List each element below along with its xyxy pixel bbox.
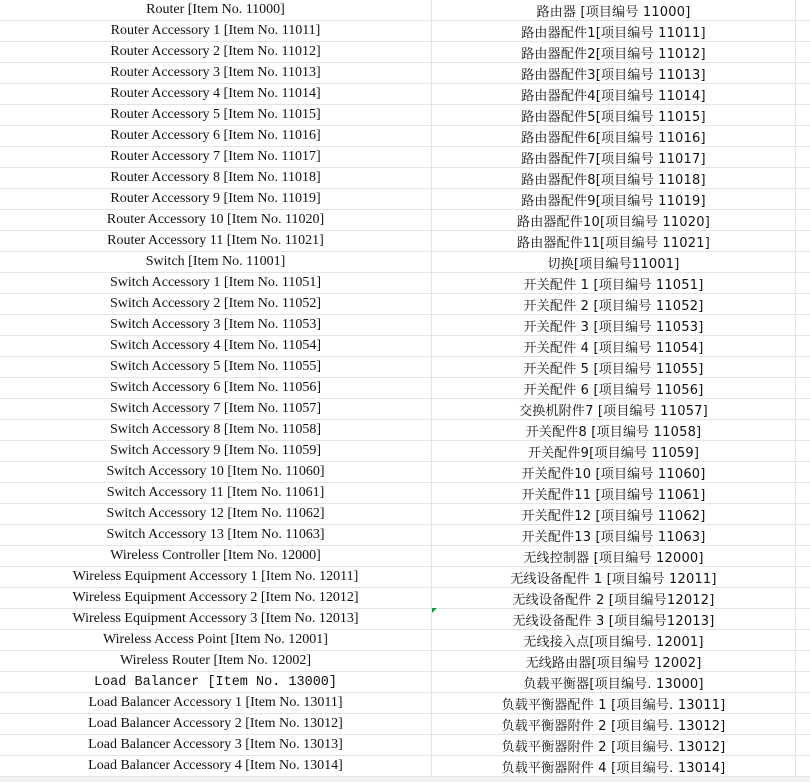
cell-chinese-name[interactable]: 开关配件 6 [项目编号 11056]: [432, 378, 796, 398]
table-row: [0, 504, 810, 525]
cell-chinese-name[interactable]: 开关配件 5 [项目编号 11055]: [432, 357, 796, 377]
table-row: [0, 399, 810, 420]
table-row: [0, 588, 810, 609]
cell-english-name[interactable]: Router Accessory 11 [Item No. 11021]: [0, 231, 432, 251]
table-row: [0, 105, 810, 126]
cell-english-name[interactable]: Switch Accessory 7 [Item No. 11057]: [0, 399, 432, 419]
cell-english-name[interactable]: Wireless Equipment Accessory 1 [Item No. 12011]: [0, 567, 432, 587]
cell-english-name[interactable]: Router Accessory 9 [Item No. 11019]: [0, 189, 432, 209]
cell-english-name[interactable]: Load Balancer Accessory 1 [Item No. 13011]: [0, 693, 432, 713]
cell-english-name[interactable]: Switch Accessory 8 [Item No. 11058]: [0, 420, 432, 440]
table-row: [0, 273, 810, 294]
cell-english-name[interactable]: Switch Accessory 6 [Item No. 11056]: [0, 378, 432, 398]
cell-english-name[interactable]: Router Accessory 6 [Item No. 11016]: [0, 126, 432, 146]
cell-english-name[interactable]: Switch Accessory 9 [Item No. 11059]: [0, 441, 432, 461]
table-row: [0, 567, 810, 588]
next-row-edge: [0, 777, 810, 782]
cell-chinese-name[interactable]: 无线路由器[项目编号 12002]: [432, 651, 796, 671]
cell-english-name[interactable]: Load Balancer Accessory 4 [Item No. 13014]: [0, 756, 432, 776]
cell-empty[interactable]: [796, 210, 810, 230]
cell-english-name[interactable]: Router [Item No. 11000]: [0, 0, 432, 20]
table-row: [0, 147, 810, 168]
table-row: [0, 672, 810, 693]
cell-chinese-name[interactable]: 负载平衡器附件 2 [项目编号. 13012]: [432, 735, 796, 755]
cell-empty[interactable]: [796, 168, 810, 188]
cell-chinese-name[interactable]: 开关配件8 [项目编号 11058]: [432, 420, 796, 440]
cell-chinese-name[interactable]: 路由器配件1[项目编号 11011]: [432, 21, 796, 41]
cell-empty[interactable]: [796, 42, 810, 62]
cell-chinese-name[interactable]: 开关配件13 [项目编号 11063]: [432, 525, 796, 545]
cell-chinese-name[interactable]: 负载平衡器附件 2 [项目编号. 13012]: [432, 714, 796, 734]
cell-chinese-name[interactable]: 路由器配件7[项目编号 11017]: [432, 147, 796, 167]
cell-chinese-name[interactable]: 开关配件 4 [项目编号 11054]: [432, 336, 796, 356]
cell-empty[interactable]: [796, 630, 810, 650]
cell-chinese-name[interactable]: 路由器配件11[项目编号 11021]: [432, 231, 796, 251]
cell-empty[interactable]: [796, 336, 810, 356]
cell-chinese-name[interactable]: 路由器配件10[项目编号 11020]: [432, 210, 796, 230]
cell-english-name[interactable]: Switch [Item No. 11001]: [0, 252, 432, 272]
table-row: [0, 441, 810, 462]
cell-chinese-name[interactable]: 路由器配件5[项目编号 11015]: [432, 105, 796, 125]
cell-empty[interactable]: [796, 294, 810, 314]
cell-english-name[interactable]: Wireless Router [Item No. 12002]: [0, 651, 432, 671]
cell-chinese-name[interactable]: 路由器配件8[项目编号 11018]: [432, 168, 796, 188]
cell-english-name[interactable]: Router Accessory 7 [Item No. 11017]: [0, 147, 432, 167]
cell-empty[interactable]: [796, 84, 810, 104]
cell-empty[interactable]: [796, 21, 810, 41]
cell-chinese-name[interactable]: 无线设备配件 3 [项目编号12013]: [432, 609, 796, 629]
cell-english-name[interactable]: Switch Accessory 13 [Item No. 11063]: [0, 525, 432, 545]
table-row: [0, 630, 810, 651]
cell-empty[interactable]: [796, 105, 810, 125]
cell-english-name[interactable]: Router Accessory 3 [Item No. 11013]: [0, 63, 432, 83]
table-row: [0, 546, 810, 567]
cell-english-name[interactable]: Load Balancer Accessory 2 [Item No. 13012]: [0, 714, 432, 734]
cell-english-name[interactable]: Switch Accessory 10 [Item No. 11060]: [0, 462, 432, 482]
cell-empty[interactable]: [796, 504, 810, 524]
table-row: [0, 189, 810, 210]
cell-empty[interactable]: [796, 63, 810, 83]
cell-chinese-name[interactable]: 负载平衡器附件 4 [项目编号. 13014]: [432, 756, 796, 776]
table-row: [0, 609, 810, 630]
cell-empty[interactable]: [796, 756, 810, 776]
cell-empty[interactable]: [796, 357, 810, 377]
cell-empty[interactable]: [796, 126, 810, 146]
cell-empty[interactable]: [796, 462, 810, 482]
cell-empty[interactable]: [796, 252, 810, 272]
cell-english-name[interactable]: Switch Accessory 11 [Item No. 11061]: [0, 483, 432, 503]
table-row: [0, 21, 810, 42]
cell-empty[interactable]: [796, 399, 810, 419]
cell-chinese-name[interactable]: 开关配件 1 [项目编号 11051]: [432, 273, 796, 293]
cell-chinese-name[interactable]: 无线设备配件 2 [项目编号12012]: [432, 588, 796, 608]
table-row: [0, 42, 810, 63]
cell-empty[interactable]: [796, 609, 810, 629]
cell-empty[interactable]: [796, 735, 810, 755]
cell-empty[interactable]: [796, 231, 810, 251]
table-row: [0, 0, 810, 21]
cell-chinese-name[interactable]: 无线控制器 [项目编号 12000]: [432, 546, 796, 566]
cell-empty[interactable]: [796, 189, 810, 209]
table-row: [0, 294, 810, 315]
cell-english-name[interactable]: Router Accessory 2 [Item No. 11012]: [0, 42, 432, 62]
cell-empty[interactable]: [796, 693, 810, 713]
cell-english-name[interactable]: Router Accessory 1 [Item No. 11011]: [0, 21, 432, 41]
cell-english-name[interactable]: Switch Accessory 5 [Item No. 11055]: [0, 357, 432, 377]
table-row: [0, 693, 810, 714]
cell-chinese-name[interactable]: 无线接入点[项目编号. 12001]: [432, 630, 796, 650]
cell-comment-marker: [432, 608, 437, 613]
cell-chinese-name[interactable]: 切换[项目编号11001]: [432, 252, 796, 272]
cell-empty[interactable]: [796, 0, 810, 20]
cell-chinese-name[interactable]: 路由器 [项目编号 11000]: [432, 0, 796, 20]
cell-empty[interactable]: [796, 420, 810, 440]
table-row: [0, 63, 810, 84]
table-row: [0, 168, 810, 189]
cell-english-name[interactable]: Router Accessory 4 [Item No. 11014]: [0, 84, 432, 104]
table-row: [0, 231, 810, 252]
cell-empty[interactable]: [796, 567, 810, 587]
cell-chinese-name[interactable]: 开关配件11 [项目编号 11061]: [432, 483, 796, 503]
cell-empty[interactable]: [796, 441, 810, 461]
cell-empty[interactable]: [796, 483, 810, 503]
cell-chinese-name[interactable]: 路由器配件2[项目编号 11012]: [432, 42, 796, 62]
cell-chinese-name[interactable]: 路由器配件4[项目编号 11014]: [432, 84, 796, 104]
cell-chinese-name[interactable]: 开关配件 3 [项目编号 11053]: [432, 315, 796, 335]
cell-empty[interactable]: [796, 672, 810, 692]
table-row: [0, 126, 810, 147]
cell-empty[interactable]: [796, 525, 810, 545]
cell-chinese-name[interactable]: 无线设备配件 1 [项目编号 12011]: [432, 567, 796, 587]
table-row: [0, 357, 810, 378]
cell-empty[interactable]: [796, 714, 810, 734]
cell-chinese-name[interactable]: 交换机附件7 [项目编号 11057]: [432, 399, 796, 419]
cell-chinese-name[interactable]: 开关配件10 [项目编号 11060]: [432, 462, 796, 482]
cell-english-name[interactable]: Switch Accessory 4 [Item No. 11054]: [0, 336, 432, 356]
table-row: [0, 336, 810, 357]
cell-empty[interactable]: [796, 651, 810, 671]
cell-english-name[interactable]: Wireless Equipment Accessory 3 [Item No. 12013]: [0, 609, 432, 629]
cell-empty[interactable]: [796, 588, 810, 608]
cell-chinese-name[interactable]: 路由器配件6[项目编号 11016]: [432, 126, 796, 146]
table-row: [0, 651, 810, 672]
cell-english-name[interactable]: Switch Accessory 1 [Item No. 11051]: [0, 273, 432, 293]
table-row: [0, 756, 810, 777]
cell-chinese-name[interactable]: 开关配件9[项目编号 11059]: [432, 441, 796, 461]
table-row: [0, 714, 810, 735]
table-row: [0, 210, 810, 231]
cell-empty[interactable]: [796, 546, 810, 566]
table-row: [0, 84, 810, 105]
table-row: [0, 735, 810, 756]
cell-english-name[interactable]: Wireless Controller [Item No. 12000]: [0, 546, 432, 566]
cell-chinese-name[interactable]: 路由器配件3[项目编号 11013]: [432, 63, 796, 83]
table-row: [0, 315, 810, 336]
cell-english-name[interactable]: Load Balancer Accessory 3 [Item No. 13013]: [0, 735, 432, 755]
cell-chinese-name[interactable]: 负载平衡器配件 1 [项目编号. 13011]: [432, 693, 796, 713]
cell-chinese-name[interactable]: 负载平衡器[项目编号. 13000]: [432, 672, 796, 692]
cell-empty[interactable]: [796, 273, 810, 293]
cell-english-name[interactable]: Wireless Access Point [Item No. 12001]: [0, 630, 432, 650]
cell-english-name[interactable]: Switch Accessory 12 [Item No. 11062]: [0, 504, 432, 524]
table-row: [0, 462, 810, 483]
cell-english-name[interactable]: Switch Accessory 3 [Item No. 11053]: [0, 315, 432, 335]
table-row: [0, 483, 810, 504]
cell-english-name[interactable]: Wireless Equipment Accessory 2 [Item No. 12012]: [0, 588, 432, 608]
cell-chinese-name[interactable]: 路由器配件9[项目编号 11019]: [432, 189, 796, 209]
cell-empty[interactable]: [796, 147, 810, 167]
table-row: [0, 252, 810, 273]
cell-chinese-name[interactable]: 开关配件 2 [项目编号 11052]: [432, 294, 796, 314]
cell-empty[interactable]: [796, 315, 810, 335]
cell-english-name[interactable]: Router Accessory 8 [Item No. 11018]: [0, 168, 432, 188]
table-row: [0, 420, 810, 441]
cell-english-name[interactable]: Router Accessory 5 [Item No. 11015]: [0, 105, 432, 125]
table-row: [0, 378, 810, 399]
cell-empty[interactable]: [796, 378, 810, 398]
cell-english-name[interactable]: Load Balancer [Item No. 13000]: [0, 672, 432, 692]
cell-chinese-name[interactable]: 开关配件12 [项目编号 11062]: [432, 504, 796, 524]
cell-english-name[interactable]: Router Accessory 10 [Item No. 11020]: [0, 210, 432, 230]
table-row: [0, 525, 810, 546]
cell-english-name[interactable]: Switch Accessory 2 [Item No. 11052]: [0, 294, 432, 314]
